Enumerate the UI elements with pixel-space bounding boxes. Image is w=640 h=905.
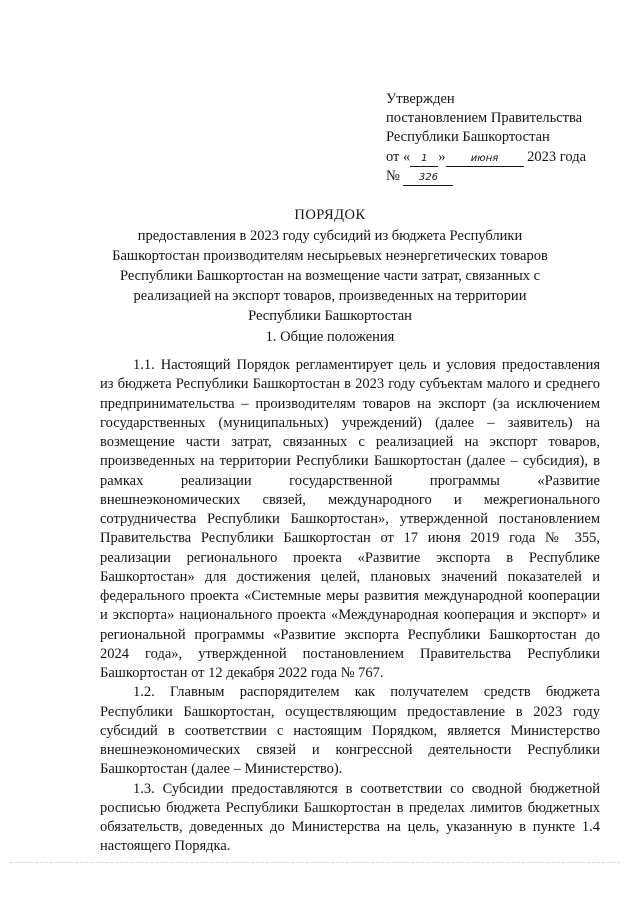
paragraph-1-2: 1.2. Главным распорядителем как получателем средств бюджета Республики Башкортостан, осуществляющим предоставление в 2023 году субсидий в соответствии с настоящим Порядком, является Министерство внешнеэкономических связей и конгрессной деятельности Республики Башкортостан (далее – Министерство). (100, 684, 600, 778)
approval-line-1: Утвержден (386, 91, 455, 107)
date-month: июня (446, 152, 524, 167)
date-prefix: от « (386, 148, 411, 165)
number-prefix: № (386, 167, 400, 184)
document-number: 326 (403, 171, 453, 186)
section-heading: 1. Общие положения (265, 329, 395, 345)
approval-number-line (386, 167, 586, 186)
document-body (100, 356, 600, 857)
page-bottom-divider (10, 862, 620, 863)
paragraph-1-3: 1.3. Субсидии предоставляются в соответствии со сводной бюджетной росписью бюджета Республики Башкортостан в пределах лимитов бюджетных обязательств, доведенных до Министерства на цель, указанную в пункте 1.4 настоящего Порядка. (100, 780, 600, 855)
date-mid: » (438, 148, 446, 165)
paragraph-1-1: 1.1. Настоящий Порядок регламентирует цель и условия предоставления из бюджета Республики Башкортостан в 2023 году субъектам малого и среднего предпринимательства – производителям товаров на экспорт (за исключением государственных (муниципальных) учреждений) (далее – заявитель) на возмещение части затрат, связанных с реализацией на экспорт товаров, произведенных на территории Республики Башкортостан (далее – субсидия), в рамках реализации государственной программы «Развитие внешнеэкономических связей, международного и межрегионального сотрудничества Республики Башкортостан», утвержденной постановлением Правительства Республики Башкортостан от 17 июня 2019 года № 355, реализации регионального проекта «Развитие экспорта в Республике Башкортостан» для достижения целей, плановых значений показателей и федерального проекта «Системные меры развития международной кооперации и экспорта» национального проекта «Международная кооперация и экспорт» и региональной программы «Развитие экспорта Республики Башкортостан до 2024 года», утвержденной постановлением Правительства Республики Башкортостан от 12 декабря 2022 года № 767. (100, 357, 600, 681)
approval-block (386, 90, 586, 186)
approval-line-3: Республики Башкортостан (386, 129, 550, 146)
document-subtitle: предоставления в 2023 году субсидий из бюджета Республики Башкортостан производителям несырьевых неэнергетических товаров Республики Башкортостан на возмещение части затрат, связанных с реализацией на экспорт товаров, произведенных на территории Республики Башкортостан (112, 228, 548, 324)
approval-date-line (386, 148, 586, 167)
approval-line-2: постановлением Правительства (386, 110, 583, 127)
date-suffix: 2023 года (527, 148, 587, 165)
document-title: ПОРЯДОК (294, 207, 366, 223)
date-day: 1 (410, 152, 438, 167)
